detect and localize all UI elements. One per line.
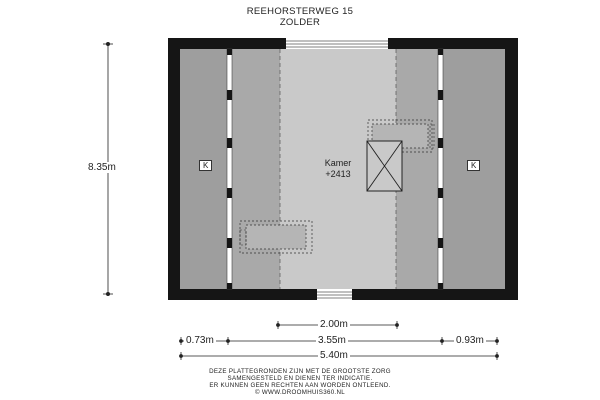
room-name-label: Kamer [324,158,352,168]
floor-title: ZOLDER [279,17,321,28]
left-side-label: 0.73m [186,335,214,346]
center-span-label: 2.00m [320,319,348,330]
disclaimer-line-3: ER KUNNEN GEEN RECHTEN AAN WORDEN ONTLEEND. [209,382,391,389]
right-knee-wall [438,49,443,289]
disclaimer-line-1: DEZE PLATTEGRONDEN ZIJN MET DE GROOTSTE ZORG [209,368,391,375]
address-title: REEHORSTERWEG 15 [246,6,354,17]
right-sloped-zone [396,49,442,289]
right-knee-label: K [467,160,480,171]
skylight-left [240,221,312,253]
middle-span-label: 3.55m [318,335,346,346]
left-knee-label: K [199,160,212,171]
bottom-window [317,289,352,300]
attic-hatch [367,141,402,191]
disclaimer-line-4: © WWW.DROOMHUIS360.NL [255,389,345,396]
top-window [286,38,388,49]
right-side-label: 0.93m [456,335,484,346]
height-dimension-label: 8.35m [88,162,116,173]
left-knee-wall [227,49,232,289]
disclaimer-line-2: SAMENGESTELD EN DIENEN TER INDICATIE. [227,375,373,382]
room-height-label: +2413 [325,169,351,179]
total-width-label: 5.40m [320,350,348,361]
